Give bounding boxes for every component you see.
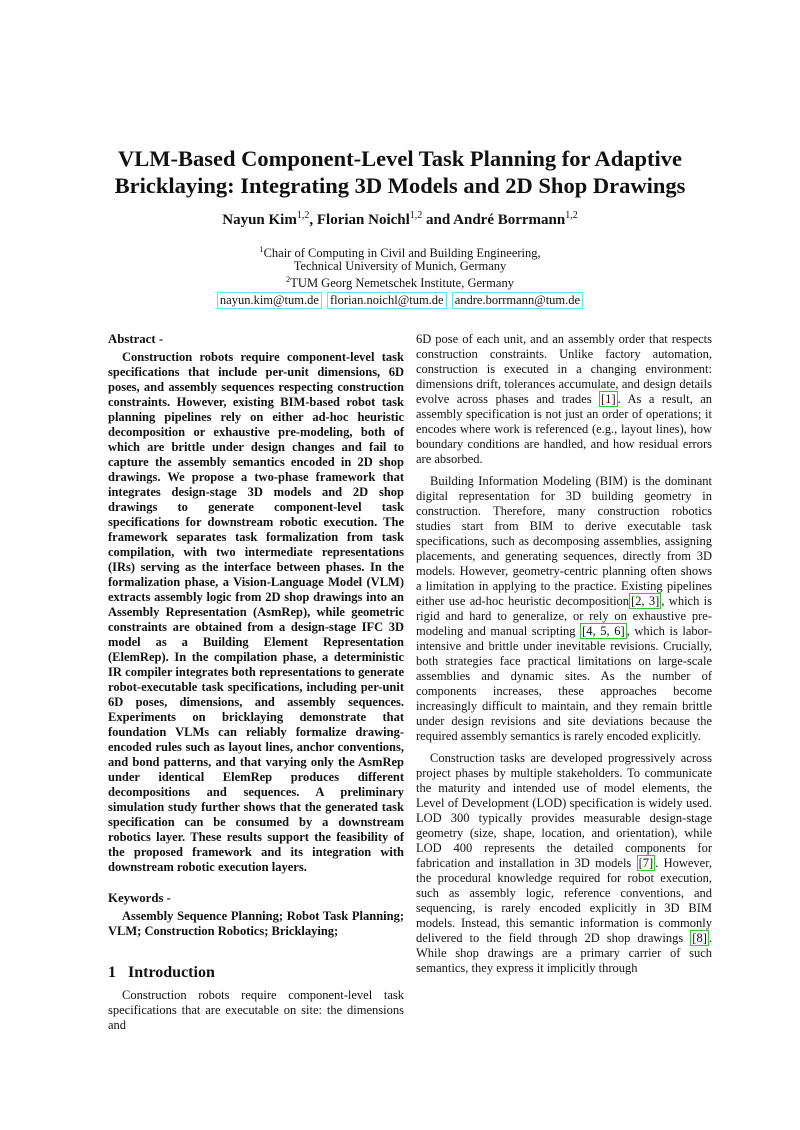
section-number: 1 [108, 964, 116, 981]
affiliation-mark: 1 [259, 244, 264, 254]
intro-paragraph-1-continued: 6D pose of each unit, and an assembly order that respects construction constraints. Unlike factory automation, construction is executed in a changing environment: dimensions drift, tolerances accumulate, and design details evolve across phases and trades [1] . As a result, an assembly specification is not just an order of operations; it encodes where work is referenced (e.g., layout lines), how boundary conditions are handled, and how residual errors are absorbed. [416, 332, 712, 466]
keywords-text: Assembly Sequence Planning; Robot Task Planning; VLM; Construction Robotics; Bricklaying; [108, 909, 404, 938]
affiliation-mark: 2 [286, 274, 291, 285]
email-link[interactable]: nayun.kim@tum.de [217, 292, 322, 309]
author-list [60, 210, 740, 229]
author-affiliation-mark: 1,2 [409, 210, 423, 221]
author-affiliation-mark: 1,2 [565, 210, 578, 221]
email-link[interactable]: andre.borrmann@tum.de [452, 292, 583, 309]
paper-title [60, 145, 740, 199]
author-affiliation-mark: 1,2 [296, 210, 310, 221]
section-heading-introduction [108, 965, 404, 980]
author-name: Nayun Kim [222, 212, 297, 228]
right-column [416, 332, 712, 983]
citation-link[interactable]: [1] [601, 392, 616, 406]
keywords-heading: Keywords - [108, 891, 171, 905]
email-list [60, 292, 740, 309]
intro-paragraph-2: Building Information Modeling (BIM) is the dominant digital representation for 3D building geometry in construction. Therefore, many construction robotics studies start from BIM to derive executable task specifications, such as decomposing assemblies, assigning placements, and generating sequences, directly from 3D models. However, geometry-centric planning often shows a limitation in applying to the practice. Existing pipelines either use ad-hoc heuristic decomposition [2, 3] , which is rigid and hard to generalize, or rely on exhaustive pre-modeling and manual scripting [4, 5, 6] , which is labor-intensive and brittle under inevitable revisions. Crucially, both strategies face practical limitations on large-scale assemblies and dynamic sites. As the number of components increases, these approaches become increasingly difficult to maintain, and they remain brittle under design revisions and site deviations because the required assembly semantics is rarely encoded explicitly. [416, 474, 712, 743]
left-column [108, 332, 404, 1040]
abstract-heading: Abstract - [108, 332, 164, 346]
citation-link[interactable]: [8] [692, 931, 707, 945]
affiliation-1-line-2: Technical University of Munich, Germany [293, 259, 507, 274]
author-separator: , [309, 212, 317, 228]
affiliations [60, 243, 740, 290]
email-link[interactable]: florian.noichl@tum.de [327, 292, 447, 309]
title-line-2: Bricklaying: Integrating 3D Models and 2D Shop Drawings [114, 173, 686, 198]
abstract-text: Construction robots require component-level task specifications that include per-unit dimensions, 6D poses, and assembly sequences respecting construction constraints. However, existing BIM-based robot task planning pipelines rely on either ad-hoc heuristic decomposition or exhaustive pre-modeling, both of which are brittle under design changes and fail to capture the assembly semantics encoded in 2D shop drawings. We propose a two-phase framework that integrates design-stage 3D models and 2D shop drawings to generate component-level task specifications for downstream robotic execution. The framework separates task formalization from task compilation, with two intermediate representations (IRs) serving as the interface between phases. In the formalization phase, a Vision-Language Model (VLM) extracts assembly logic from 2D shop drawings into an Assembly Representation (AsmRep), while geometric constraints are obtained from a design-stage IFC 3D model as a Building Element Representation (ElemRep). In the compilation phase, a deterministic IR compiler integrates both representations to generate robot-executable task specifications, including per-unit 6D poses, dimensions, and assembly sequences. Experiments on bricklaying demonstrate that foundation VLMs can reliably formalize drawing-encoded rules such as layout lines, anchor conventions, and bond patterns, and that varying only the AsmRep under identical ElemRep produces different decompositions and sequences. A preliminary simulation study further shows that the generated task specification can be consumed by a downstream robotics layer. These results support the feasibility of the proposed framework and its integration with downstream robotic execution layers. [108, 350, 404, 874]
citation-link[interactable]: [7] [638, 856, 654, 870]
author-name: André Borrmann [453, 212, 566, 228]
affiliation-2: $^2$TUM Georg Nemetschek Institute, Germany [286, 274, 514, 291]
author-separator: and [422, 212, 454, 228]
author-name: Florian Noichl [316, 212, 410, 228]
section-title: Introduction [128, 964, 215, 981]
intro-paragraph-3: Construction tasks are developed progressively across project phases by multiple stakeholders. To communicate the maturity and intended use of model elements, the Level of Development (LOD) specification is widely used. LOD 300 typically provides measurable design-stage geometry (size, shape, location, and orientation), while LOD 400 represents the detailed components for fabrication and installation in 3D models [7] . However, the procedural knowledge required for robot execution, such as assembly logic, reference conventions, and sequencing, is rarely encoded explicitly in 3D BIM models. Instead, this semantic information is commonly delivered to the field through 2D shop drawings [8] . While shop drawings are a primary carrier of such semantics, they express it implicitly through [416, 751, 713, 975]
citation-link[interactable]: [4, 5, 6] [582, 624, 625, 638]
title-line-1: VLM-Based Component-Level Task Planning for Adaptive [117, 146, 683, 171]
citation-link[interactable]: [2, 3] [631, 594, 660, 608]
intro-paragraph-1-start: Construction robots require component-level task specifications that are executable on site: the dimensions and [108, 988, 404, 1032]
affiliation-1-line-1: $^1$Chair of Computing in Civil and Building Engineering, [259, 244, 541, 261]
